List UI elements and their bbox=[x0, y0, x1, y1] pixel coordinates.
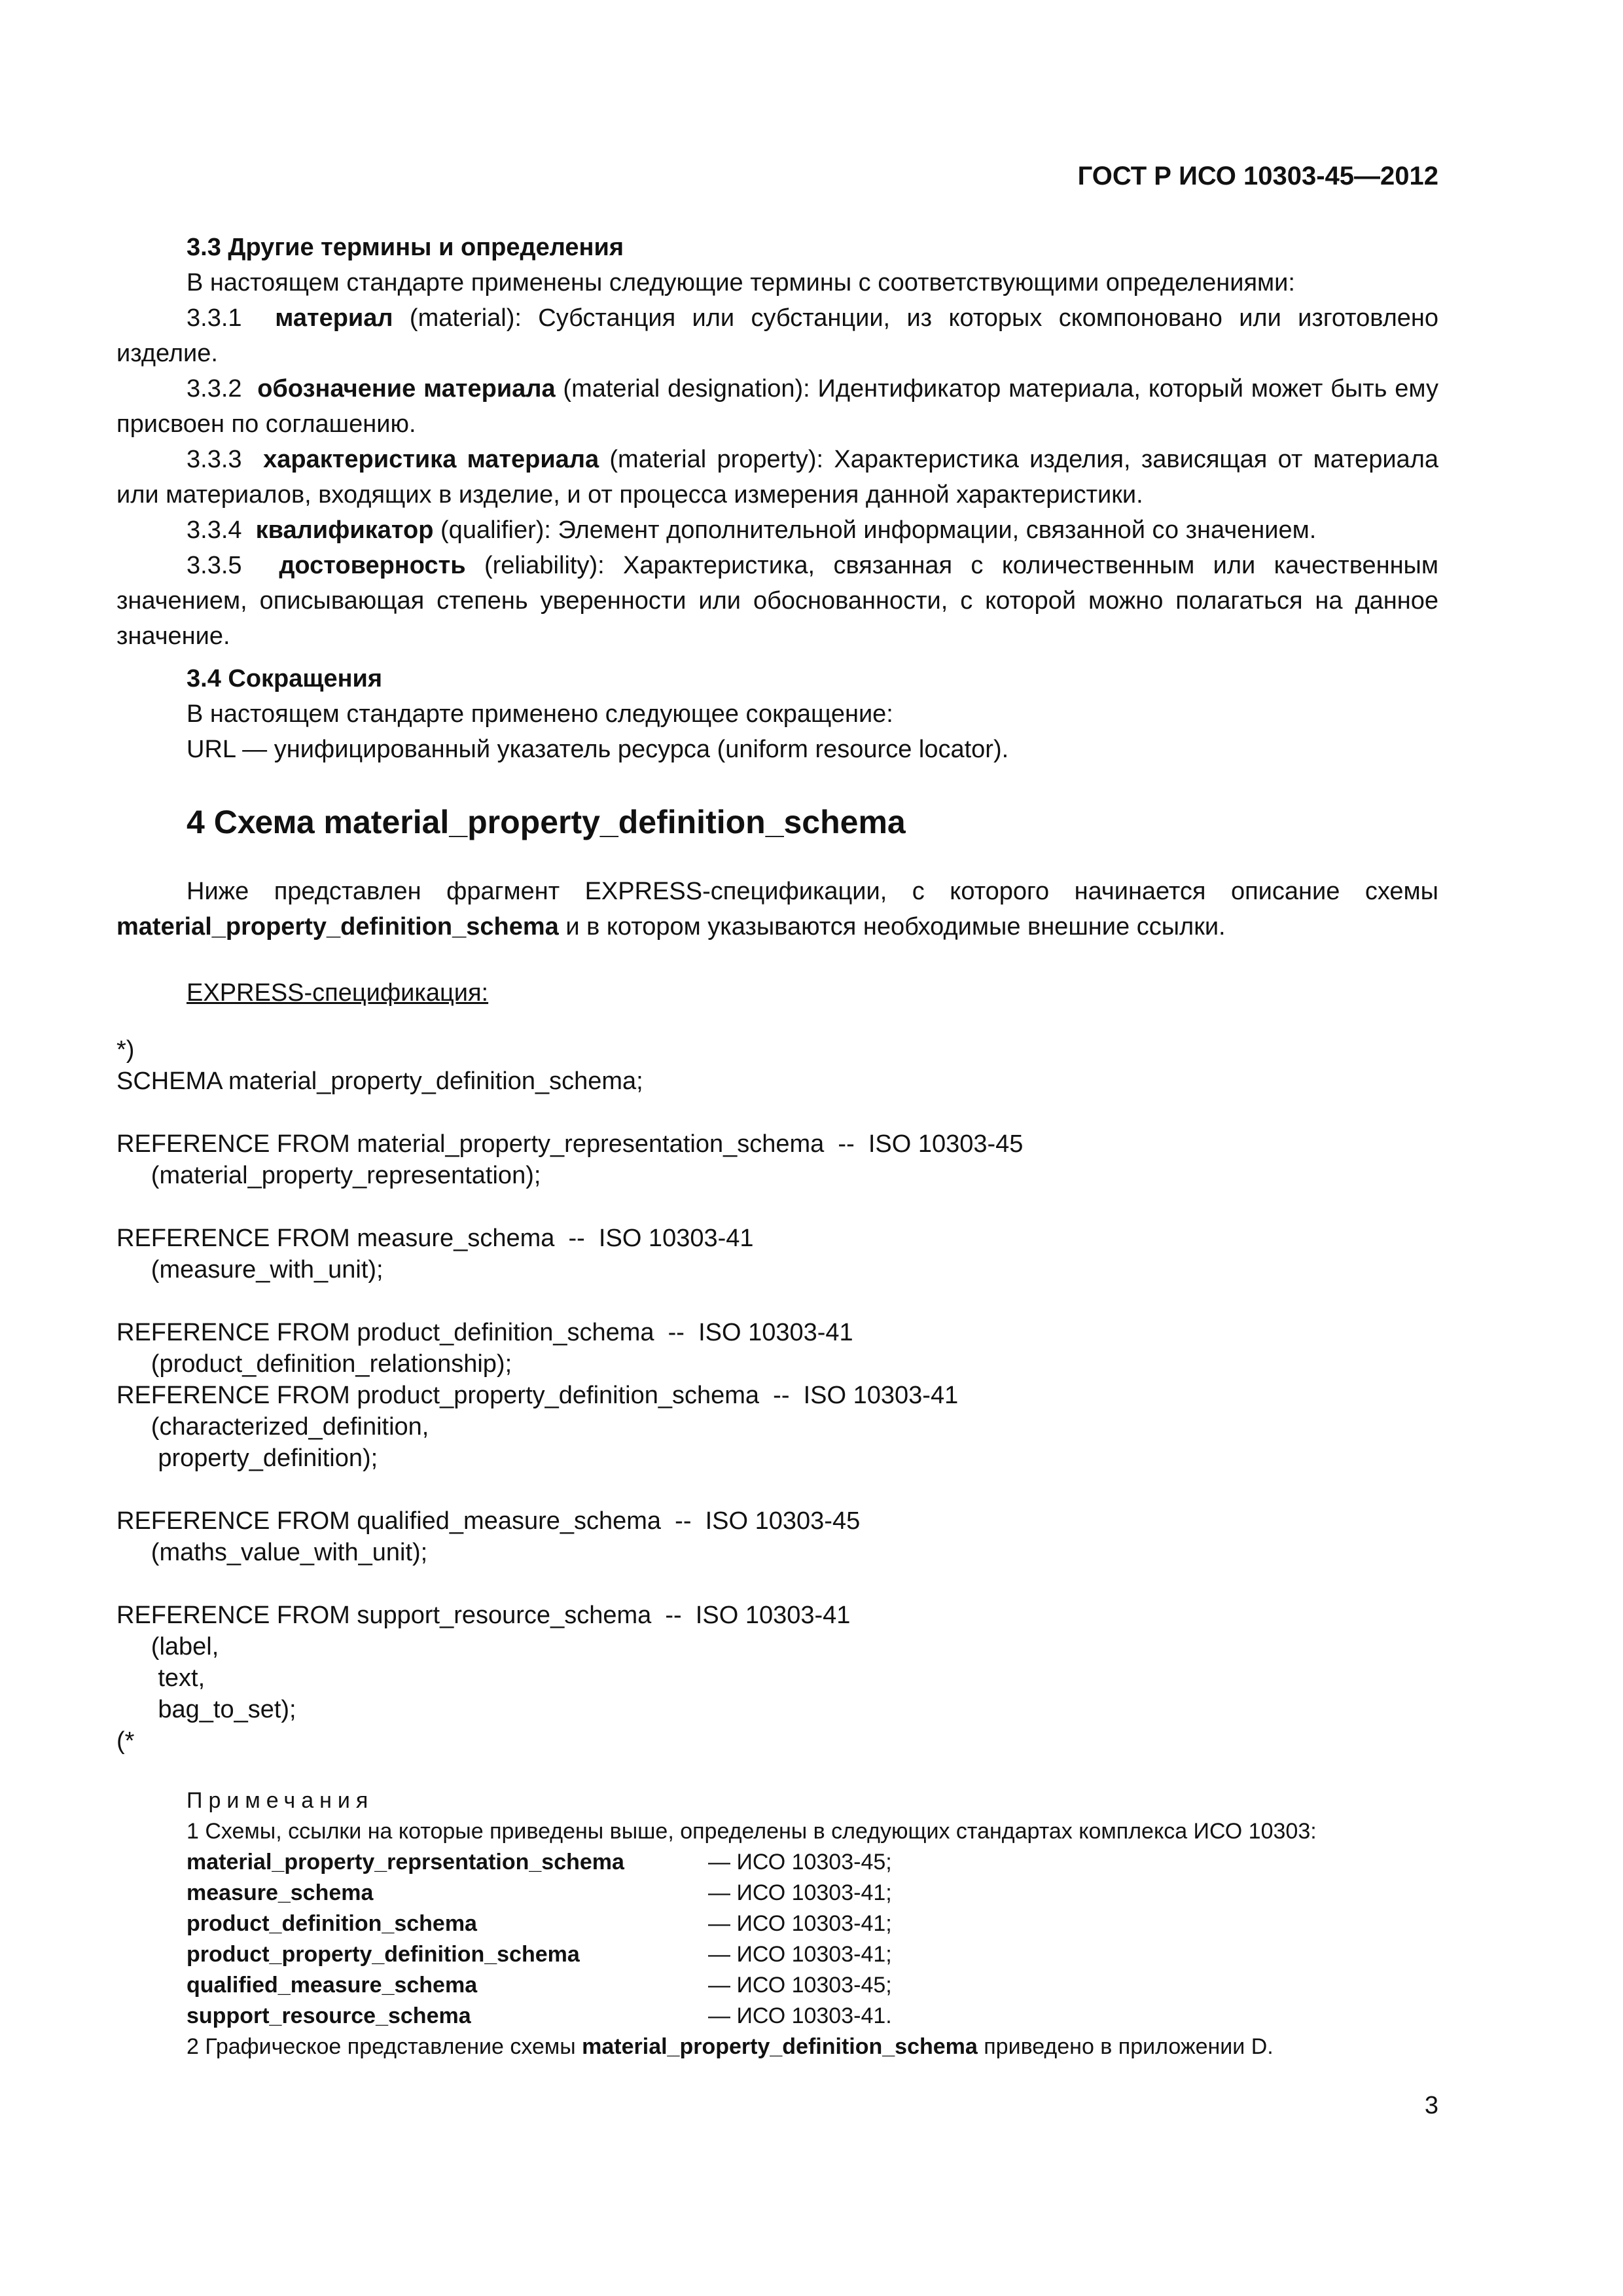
schema-name: material_property_definition_schema bbox=[116, 913, 559, 941]
term-definition: (reliability): Характеристика, связанная с количественным или качественным значением, описывающая степень уверенности или обоснованности, с которой можно полагаться на данное значение. bbox=[116, 552, 1438, 650]
section-4-paragraph bbox=[116, 874, 1438, 944]
standard-ref: — ИСО 10303-45; bbox=[708, 1973, 892, 1998]
standard-ref: — ИСО 10303-41; bbox=[708, 1942, 892, 1967]
schema-name: measure_schema bbox=[187, 1880, 374, 1905]
section-heading-4: 4 Схема material_property_definition_schema bbox=[187, 804, 906, 840]
term-3-3-2 bbox=[116, 371, 1438, 442]
section-heading-3-4: 3.4 Сокращения bbox=[187, 665, 383, 692]
standard-ref: — ИСО 10303-41; bbox=[708, 1880, 892, 1905]
note-text: 2 Графическое представление схемы bbox=[187, 2034, 582, 2059]
term-name: материал bbox=[275, 304, 393, 332]
term-name: достоверность bbox=[279, 552, 466, 579]
abbreviation-url: URL — унифицированный указатель ресурса (uniform resource locator). bbox=[187, 736, 1009, 763]
term-number: 3.3.4 bbox=[187, 516, 242, 544]
table-row bbox=[187, 1847, 892, 1878]
term-definition: (material property): Характеристика изделия, зависящая от материала или материалов, входящих в изделие, и от процесса измерения данной характеристики. bbox=[116, 446, 1438, 509]
schema-name: material_property_definition_schema bbox=[582, 2034, 978, 2059]
term-definition: (material designation): Идентификатор материала, который может быть ему присвоен по соглашению. bbox=[116, 375, 1438, 438]
table-row bbox=[187, 1970, 892, 2001]
schema-name: material_property_reprsentation_schema bbox=[187, 1850, 624, 1874]
schema-standards-table bbox=[187, 1847, 892, 2032]
term-number: 3.3.5 bbox=[187, 552, 242, 579]
table-row bbox=[187, 2001, 892, 2032]
term-3-3-3 bbox=[116, 442, 1438, 512]
term-number: 3.3.2 bbox=[187, 375, 242, 403]
schema-name: product_definition_schema bbox=[187, 1911, 477, 1936]
paragraph-text: Ниже представлен фрагмент EXPRESS-спецификации, с которого начинается описание схемы bbox=[187, 878, 1438, 905]
note-text: приведено в приложении D. bbox=[977, 2034, 1274, 2059]
standard-ref: — ИСО 10303-45; bbox=[708, 1850, 892, 1874]
section-intro: В настоящем стандарте применены следующие термины с соответствующими определениями: bbox=[187, 269, 1295, 296]
express-spec-label: EXPRESS-спецификация: bbox=[187, 979, 489, 1007]
table-row bbox=[187, 1878, 892, 1909]
note-1: 1 Схемы, ссылки на которые приведены выше, определены в следующих стандартах комплекса ИСО 10303: bbox=[187, 1819, 1317, 1844]
term-name: обозначение материала bbox=[257, 375, 556, 403]
standard-ref: — ИСО 10303-41; bbox=[708, 1911, 892, 1936]
notes-block bbox=[187, 1785, 1463, 2062]
term-number: 3.3.1 bbox=[187, 304, 242, 332]
term-3-3-4 bbox=[116, 512, 1438, 548]
schema-name: support_resource_schema bbox=[187, 2003, 471, 2028]
schema-name: product_property_definition_schema bbox=[187, 1942, 580, 1967]
term-name: квалификатор bbox=[255, 516, 434, 544]
term-3-3-5 bbox=[116, 548, 1438, 654]
document-header: ГОСТ Р ИСО 10303-45—2012 bbox=[1077, 162, 1438, 190]
section-heading-3-3: 3.3 Другие термины и определения bbox=[187, 234, 624, 261]
page-number: 3 bbox=[1424, 2092, 1438, 2119]
schema-name: qualified_measure_schema bbox=[187, 1973, 478, 1998]
paragraph-text: и в котором указываются необходимые внешние ссылки. bbox=[558, 913, 1226, 941]
table-row bbox=[187, 1909, 892, 1939]
term-definition: (material): Субстанция или субстанции, из которых скомпоновано или изготовлено изделие. bbox=[116, 304, 1438, 367]
term-number: 3.3.3 bbox=[187, 446, 242, 473]
abbreviations-intro: В настоящем стандарте применено следующее сокращение: bbox=[187, 700, 893, 728]
notes-title: Примечания bbox=[187, 1788, 374, 1813]
note-2 bbox=[187, 2032, 1463, 2062]
standard-ref: — ИСО 10303-41. bbox=[708, 2003, 892, 2028]
express-code-block: *) SCHEMA material_property_definition_schema; REFERENCE FROM material_property_representation_schema -- ISO 10303-45 (material_property_representation); REFERENCE FROM measure_schema -- ISO 10303-41 (measure_with_unit); REFERENCE FROM product_definition_schema -- ISO 10303-41 (product_definition_relationship); REFERENCE FROM product_property_definition_schema -- ISO 10303-41 (characterized_definition, property_definition); REFERENCE FROM qualified_measure_schema -- ISO 10303-45 (maths_value_with_unit); REFERENCE FROM support_resource_schema -- ISO 10303-41 (label, text, bag_to_set); (* bbox=[116, 1036, 1024, 1755]
table-row bbox=[187, 1939, 892, 1970]
term-3-3-1 bbox=[116, 300, 1438, 371]
term-definition: (qualifier): Элемент дополнительной информации, связанной со значением. bbox=[433, 516, 1317, 544]
term-name: характеристика материала bbox=[263, 446, 599, 473]
